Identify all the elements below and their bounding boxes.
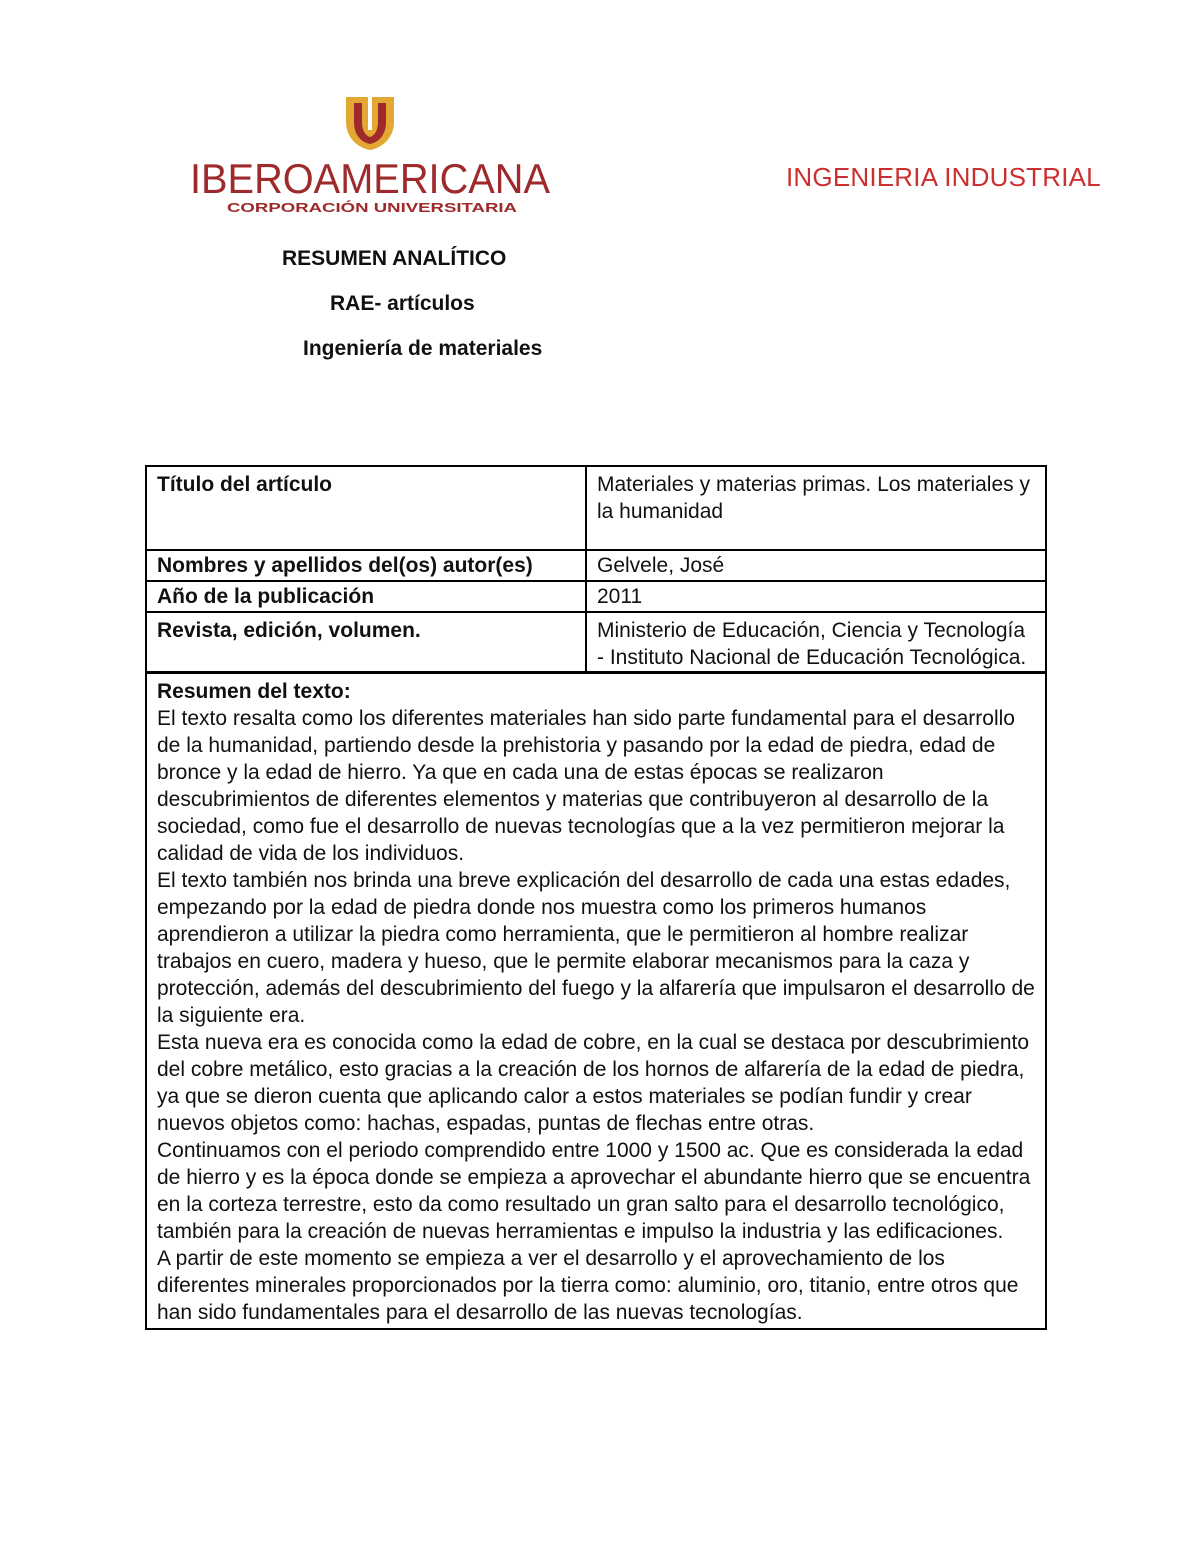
document-subtitle: RAE- artículos <box>330 292 475 315</box>
row-value: 2011 <box>586 581 1046 612</box>
row-value: Ministerio de Educación, Ciencia y Tecnología - Instituto Nacional de Educación Tecnológica. <box>586 612 1046 673</box>
row-value: Gelvele, José <box>586 550 1046 581</box>
row-label: Año de la publicación <box>146 581 586 612</box>
row-value: Materiales y materias primas. Los materiales y la humanidad <box>586 466 1046 550</box>
shield-emblem-icon <box>346 97 394 150</box>
summary-paragraph: El texto resalta como los diferentes materiales han sido parte fundamental para el desarrollo de la humanidad, partiendo desde la prehistoria y pasando por la edad de piedra, edad de bronce y la edad de hierro. Ya que en cada una de estas épocas se realizaron descubrimientos de diferentes elementos y materias que contribuyeron al desarrollo de la sociedad, como fue el desarrollo de nuevas tecnologías que a la vez permitieron mejorar la calidad de vida de los individuos. <box>157 707 1015 865</box>
summary-paragraph: El texto también nos brinda una breve explicación del desarrollo de cada una estas edades, empezando por la edad de piedra donde nos muestra como los primeros humanos aprendieron a utilizar la piedra como herramienta, que le permitieron al hombre realizar trabajos en cuero, madera y hueso, que le permite elaborar mecanismos para la caza y protección, además del descubrimiento del fuego y la alfarería que impulsaron el desarrollo de la siguiente era. <box>157 869 1035 1027</box>
shield-bar <box>368 97 372 130</box>
summary-title: Resumen del texto: <box>157 680 351 703</box>
row-label: Título del artículo <box>146 466 586 550</box>
summary-paragraph: Continuamos con el periodo comprendido entre 1000 y 1500 ac. Que es considerada la edad de hierro y es la época donde se empieza a aprovechar el abundante hierro que se encuentra en la corteza terrestre, esto da como resultado un gran salto para el desarrollo tecnológico, también para la creación de nuevas herramientas e impulso la industria y las edificaciones. <box>157 1139 1031 1243</box>
table-row-journal <box>146 612 1046 673</box>
table-row-author <box>146 550 1046 581</box>
document-title: RESUMEN ANALÍTICO <box>282 247 507 270</box>
course-name: Ingeniería de materiales <box>303 337 543 360</box>
row-label: Revista, edición, volumen. <box>146 612 586 673</box>
table-row-summary <box>146 673 1046 1330</box>
rae-table <box>145 465 1047 1330</box>
summary-cell <box>146 673 1046 1330</box>
logo-subtitle: CORPORACIÓN UNIVERSITARIA <box>227 200 518 215</box>
row-label: Nombres y apellidos del(os) autor(es) <box>146 550 586 581</box>
logo-wordmark: IBEROAMERICANA <box>190 155 550 202</box>
table-row-year <box>146 581 1046 612</box>
summary-paragraph: A partir de este momento se empieza a ver el desarrollo y el aprovechamiento de los diferentes minerales proporcionados por la tierra como: aluminio, oro, titanio, entre otros que han sido fundamentales para el desarrollo de las nuevas tecnologías. <box>157 1247 1019 1324</box>
summary-paragraph: Esta nueva era es conocida como la edad de cobre, en la cual se destaca por descubrimiento del cobre metálico, esto gracias a la creación de los hornos de alfarería de la edad de piedra, ya que se dieron cuenta que aplicando calor a estos materiales se podían fundir y crear nuevos objetos como: hachas, espadas, puntas de flechas entre otras. <box>157 1031 1030 1135</box>
table-row-title <box>146 466 1046 550</box>
program-name: INGENIERIA INDUSTRIAL <box>786 162 1101 192</box>
university-logo <box>186 92 556 217</box>
